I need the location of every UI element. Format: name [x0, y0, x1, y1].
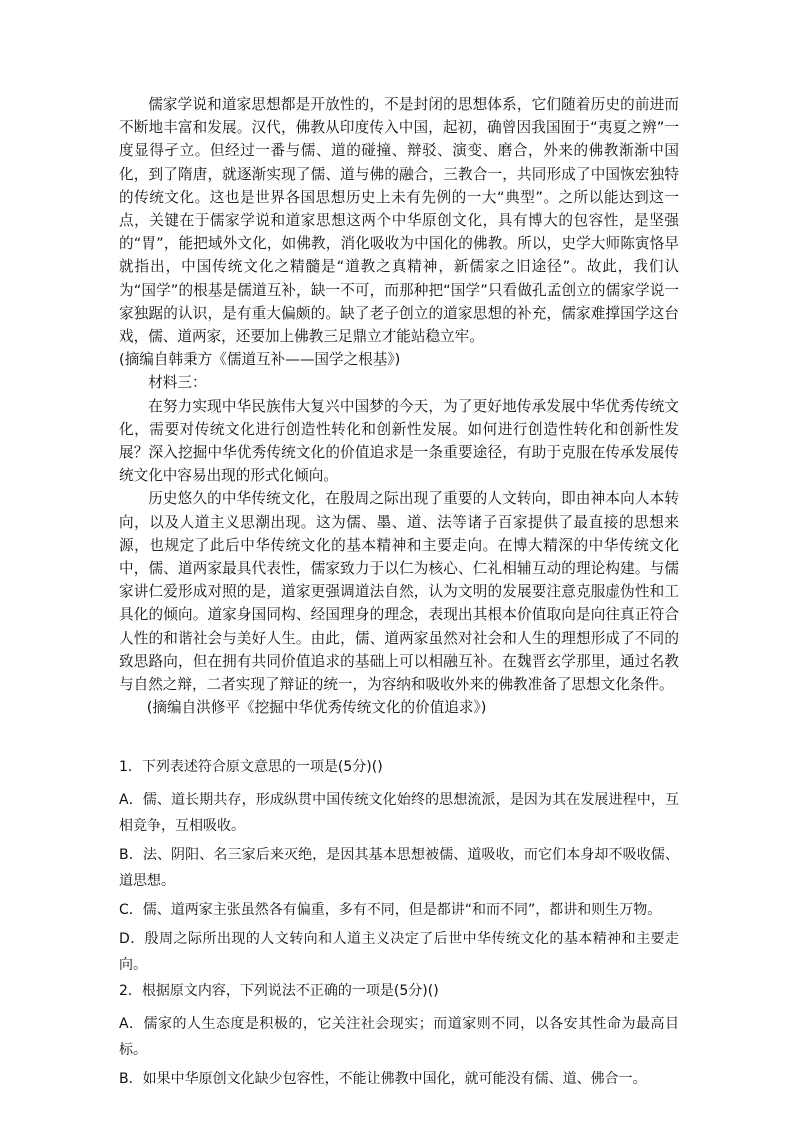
passage-paragraph-3: 历史悠久的中华传统文化，在殷周之际出现了重要的人文转向，即由神本向人本转向，以及人道主义思潮出现。这为儒、墨、道、法等诸子百家提供了最直接的思想来源，也规定了此后中华传统文化的基本精神和主要走向。在博大精深的中华传统文化中，儒、道两家最具代表性，儒家致力于以仁为核心、仁礼相辅互动的理论构建。与儒家讲仁爱形成对照的是，道家更强调道法自然，认为文明的发展要注意克服虚伪性和工具化的倾向。道家身国同构、经国理身的理念，表现出其根本价值取向是向往真正符合人性的和谐社会与美好人生。由此，儒、道两家虽然对社会和人生的理想形成了不同的致思路向，但在拥有共同价值追求的基础上可以相融互补。在魏晋玄学那里，通过名教与自然之辩，二者实现了辩证的统一，为容纳和吸收外来的佛教准备了思想文化条件。 — [119, 490, 679, 694]
questions-section — [119, 757, 679, 1092]
question-2-stem: 2．根据原文内容，下列说法不正确的一项是(5分)() — [119, 983, 439, 1000]
question-2-option-a: A．儒家的人生态度是积极的，它关注社会现实；而道家则不同，以各安其性命为最高目标。 — [119, 1016, 679, 1059]
question-1-option-a: A．儒、道长期共存，形成纵贯中国传统文化始终的思想流派，是因为其在发展进程中，互相竞争，互相吸收。 — [119, 792, 679, 835]
source-citation-2: (摘编自洪修平《挖掘中华优秀传统文化的价值追求》) — [146, 699, 487, 717]
question-1-option-b: B．法、阴阳、名三家后来灭绝，是因其基本思想被儒、道吸收，而它们本身却不吸收儒、道思想。 — [119, 847, 679, 890]
question-1-stem: 1．下列表述符合原文意思的一项是(5分)() — [119, 759, 383, 776]
passage-paragraph-1: 儒家学说和道家思想都是开放性的，不是封闭的思想体系，它们随着历史的前进而不断地丰富和发展。汉代，佛教从印度传入中国，起初，确曾因我国囿于“夷夏之辨”一度显得孑立。但经过一番与儒、道的碰撞、辩驳、演变、磨合，外来的佛教渐渐中国化，到了隋唐，就逐渐实现了儒、道与佛的融合，三教合一，共同形成了中国恢宏独特的传统文化。这也是世界各国思想历史上未有先例的一大“典型”。之所以能达到这一点，关键在于儒家学说和道家思想这两个中华原创文化，具有博大的包容性，是坚强的“胃”，能把域外文化，如佛教，消化吸收为中国化的佛教。所以，史学大师陈寅恪早就指出，中国传统文化之精髓是“道教之真精神，新儒家之旧途径”。故此，我们认为“国学”的根基是儒道互补，缺一不可，而那种把“国学”只看做孔孟创立的儒家学说一家独踞的认识，是有重大偏颇的。缺了老子创立的道家思想的补充，儒家难撑国学这台戏，儒、道两家，还要加上佛教三足鼎立才能站稳立牢。 — [119, 96, 679, 346]
passage-paragraph-2: 在努力实现中华民族伟大复兴中国梦的今天，为了更好地传承发展中华优秀传统文化，需要对传统文化进行创造性转化和创新性发展。如何进行创造性转化和创新性发展？深入挖掘中华优秀传统文化的价值追求是一条重要途径，有助于克服在传承发展传统文化中容易出现的形式化倾向。 — [119, 397, 679, 485]
source-citation-1: (摘编自韩秉方《儒道互补——国学之根基》) — [119, 351, 401, 369]
material-three-label: 材料三： — [148, 374, 207, 392]
question-1-option-d: D．殷周之际所出现的人文转向和人道主义决定了后世中华传统文化的基本精神和主要走向。 — [119, 931, 679, 974]
question-2-option-b: B．如果中华原创文化缺少包容性，不能让佛教中国化，就可能没有儒、道、佛合一。 — [119, 1071, 647, 1088]
document-page — [119, 93, 679, 1095]
question-1-option-c: C．儒、道两家主张虽然各有偏重，多有不同，但是都讲“和而不同”，都讲和则生万物。 — [119, 902, 662, 919]
